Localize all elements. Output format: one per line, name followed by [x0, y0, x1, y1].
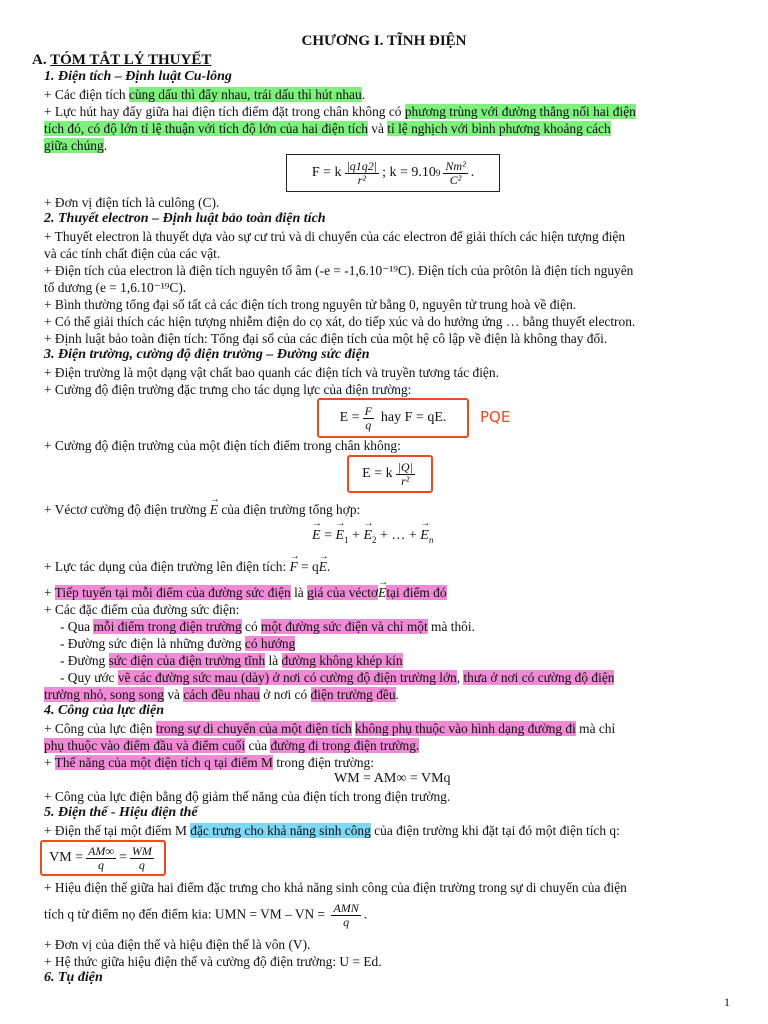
text-line: + Có thể giải thích các hiện tượng nhiễm điện do cọ xát, do tiếp xúc và do hưởng ứng … bằng thuyết electron.	[44, 314, 636, 329]
potential-energy-formula: WM = AM∞ = VMq	[334, 771, 451, 786]
section-a-heading: A. TÓM TẮT LÝ THUYẾT	[32, 52, 212, 68]
chapter-title: CHƯƠNG I. TĨNH ĐIỆN	[301, 33, 467, 49]
heading-2: 2. Thuyết electron – Định luật bảo toàn điện tích	[44, 211, 326, 226]
text-line: tích đó, có độ lớn tỉ lệ thuận với tích độ lớn của hai điện tích và tỉ lệ nghịch với bình phương khoảng cách	[44, 121, 611, 136]
potential-formula: VM = $\frac{AM\infty}{q}$ = $\frac{WM}{q}$	[40, 840, 166, 876]
text-line: và các tính chất điện của các vật.	[44, 246, 221, 261]
text-line: tích q từ điểm nọ đến điểm kia: UMN = VM – VN = $\frac{\text{AMN}}{q}$ .	[44, 901, 368, 929]
list-item: - Đường sức điện là những đường có hướng	[60, 636, 296, 651]
text-line: + Cường độ điện trường của một điện tích điểm trong chân không:	[44, 438, 401, 453]
text-line: + Véctơ cường độ điện trường → E của điện trường tổng hợp:	[44, 501, 734, 518]
list-item: - Quy ước vẽ các đường sức mau (dày) ở nơi có cường độ điện trường lớn, thưa ở nơi có cường độ điện	[60, 670, 615, 685]
text-line: + Thế năng của một điện tích q tại điểm M trong điện trường:	[44, 755, 374, 770]
text-line: + Đơn vị của điện thế và hiệu điện thế là vôn (V).	[44, 937, 311, 952]
text-line: giữa chúng.	[44, 138, 108, 153]
heading-4: 4. Công của lực điện	[44, 703, 165, 718]
heading-6: 6. Tụ điện	[44, 970, 103, 985]
text-line: + Thuyết electron là thuyết dựa vào sự cư trú và di chuyển của các electron để giải thích các hiện tượng điện	[44, 229, 626, 244]
text-line: + Các đặc điểm của đường sức điện:	[44, 602, 240, 617]
list-item: - Đường sức điện của điện trường tĩnh là đường không khép kín	[60, 653, 403, 668]
text-line: + Đơn vị điện tích là culông (C).	[44, 195, 220, 210]
text-line: + Cường độ điện trường đặc trưng cho tác dụng lực của điện trường:	[44, 382, 412, 397]
text-line: + Lực hút hay đẩy giữa hai điện tích điểm đặt trong chân không có phương trùng với đường thẳng nối hai điện	[44, 104, 636, 119]
text-line: + Điện tích của electron là điện tích nguyên tố âm (-e = -1,6.10⁻¹⁹C). Điện tích của prôtôn là điện tích nguyên	[44, 263, 634, 278]
text-line: + Lực tác dụng của điện trường lên điện tích: → F = q→ E.	[44, 558, 734, 575]
text-line: + Công của lực điện trong sự di chuyển của một điện tích không phụ thuộc vào hình dạng đường đi mà chỉ	[44, 721, 616, 736]
page-number: 1	[724, 995, 730, 1009]
handwritten-note: PQE	[480, 408, 511, 426]
superposition-formula: → E = → $E_1$ + → $E_2$ + … + → $E_n$	[312, 528, 433, 545]
heading-1: 1. Điện tích – Định luật Cu-lông	[44, 69, 232, 84]
coulomb-formula: F = k $\frac{|q1q2|}{\text{r²}}$ ; k = 9.10 9 $\frac{\text{Nm²}}{\text{C²}}$ .	[286, 154, 500, 192]
list-item: - Qua mỗi điểm trong điện trường có một đường sức điện và chỉ một mà thôi.	[60, 619, 475, 634]
heading-3: 3. Điện trường, cường độ điện trường – Đường sức điện	[44, 347, 370, 362]
text-line: + Điện thế tại một điểm M đặc trưng cho khả năng sinh công của điện trường khi đặt tại đó một điện tích q:	[44, 823, 620, 838]
heading-5: 5. Điện thế - Hiệu điện thế	[44, 805, 198, 820]
text-line: + Hiệu điện thế giữa hai điểm đặc trưng cho khả năng sinh công của điện trường trong sự di chuyển của điện	[44, 880, 627, 895]
text-line: phụ thuộc vào điểm đầu và điểm cuối của đường đi trong điện trường.	[44, 738, 420, 753]
text-line: + Hệ thức giữa hiệu điện thế và cường độ điện trường: U = Ed.	[44, 954, 382, 969]
field-strength-formula: E = $\frac{F}{q}$ hay F = qE.	[317, 398, 469, 438]
text-line: + Định luật bảo toàn điện tích: Tổng đại số của các điện tích của một hệ cô lập về điện là không thay đổi.	[44, 331, 608, 346]
text-line: + Điện trường là một dạng vật chất bao quanh các điện tích và truyền tương tác điện.	[44, 365, 499, 380]
text-line: + Công của lực điện bằng độ giảm thế năng của điện tích trong điện trường.	[44, 789, 451, 804]
text-line: + Tiếp tuyến tại mỗi điểm của đường sức điện là giá của véctơ→ Etại điểm đó	[44, 584, 734, 601]
text-line: + Các điện tích cùng dấu thì đẩy nhau, trái dấu thì hút nhau.	[44, 87, 366, 102]
point-charge-field-formula: E = k $\frac{|Q|}{\text{r²}}$	[347, 455, 433, 493]
list-item-continued: trường nhỏ, song song và cách đều nhau ở nơi có điện trường đều.	[44, 687, 399, 702]
text-line: + Bình thường tổng đại số tất cả các điện tích trong nguyên tử bằng 0, nguyên tử trung hoà về điện.	[44, 297, 577, 312]
text-line: tố dương (e = 1,6.10⁻¹⁹C).	[44, 280, 187, 295]
